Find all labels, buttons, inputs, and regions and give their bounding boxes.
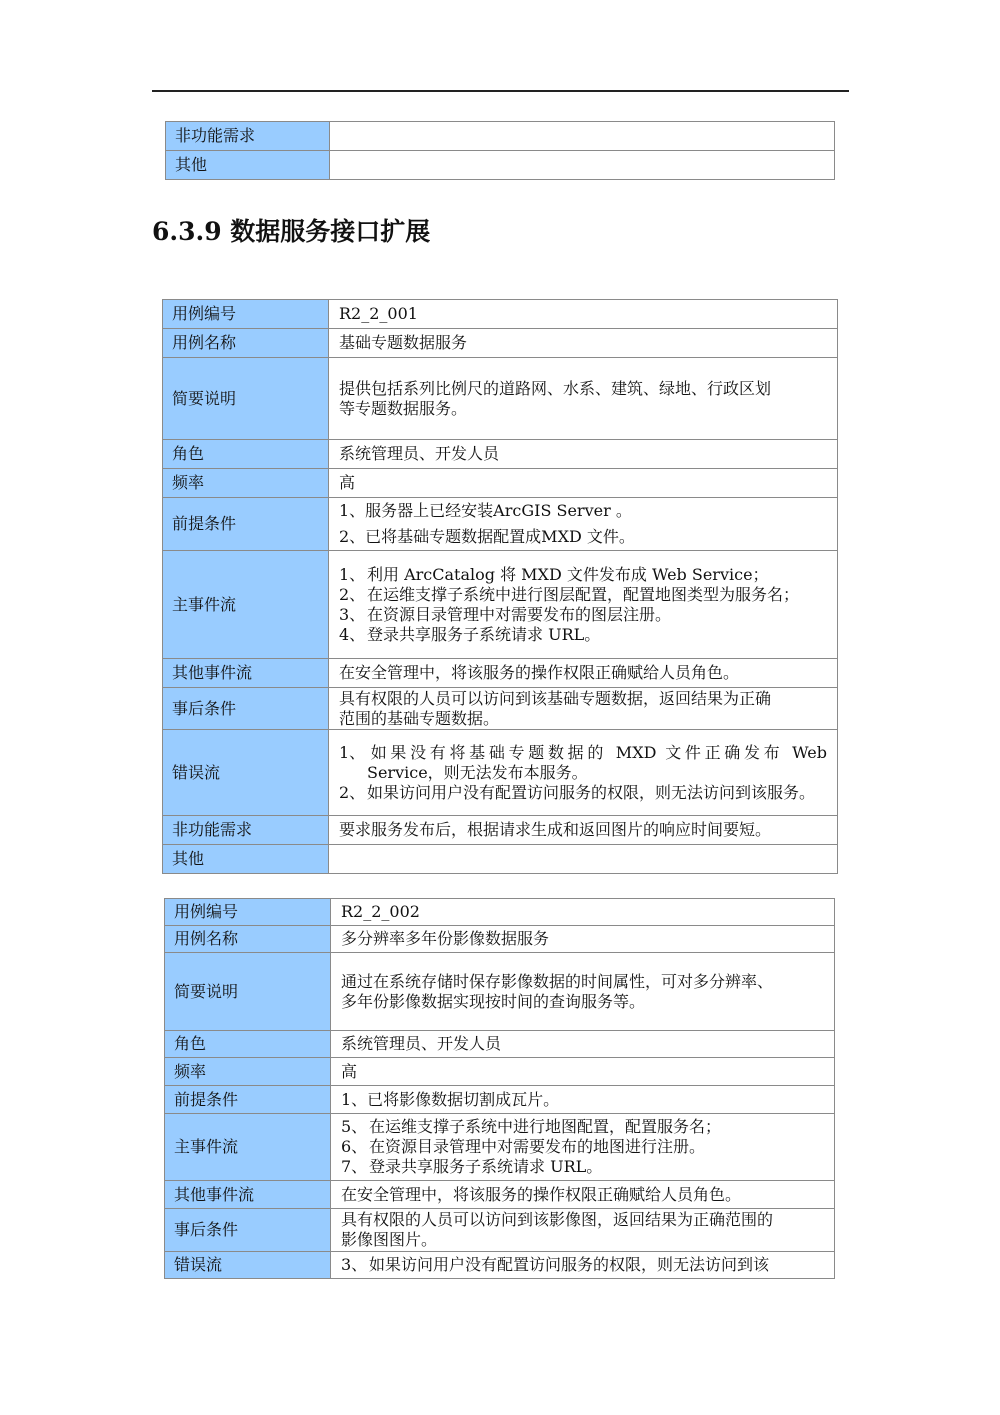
desc-line: 等专题数据服务。 — [339, 398, 468, 418]
table-row — [163, 551, 838, 659]
pre-label: 前提条件 — [165, 1086, 331, 1114]
role-value: 系统管理员、开发人员 — [329, 440, 838, 469]
freq-value: 高 — [331, 1058, 835, 1086]
pre-label: 前提条件 — [163, 498, 329, 551]
post-line: 范围的基础专题数据。 — [339, 708, 500, 728]
freq-label: 频率 — [163, 469, 329, 498]
post-value — [329, 688, 838, 730]
post-line: 具有权限的人员可以访问到该影像图，返回结果为正确范围的 — [341, 1210, 774, 1229]
table-row — [165, 1031, 835, 1058]
post-label: 事后条件 — [163, 688, 329, 730]
list-item: 6、 在资源目录管理中对需要发布的地图进行注册。 — [341, 1137, 706, 1156]
pre-line: 2、已将基础专题数据配置成MXD 文件。 — [339, 527, 635, 546]
table-row — [165, 1252, 835, 1279]
list-item: 7、 登录共享服务子系统请求 URL。 — [341, 1157, 603, 1176]
role-label: 角色 — [165, 1031, 331, 1058]
list-item: 5、 在运维支撑子系统中进行地图配置，配置服务名； — [341, 1117, 722, 1136]
table-row — [163, 498, 838, 551]
error-flow-value — [331, 1252, 835, 1279]
table-row — [165, 953, 835, 1031]
list-item: 2、 在运维支撑子系统中进行图层配置，配置地图类型为服务名； — [339, 584, 800, 604]
main-flow-label: 主事件流 — [165, 1114, 331, 1181]
table-row — [163, 358, 838, 440]
table-row — [163, 730, 838, 816]
table-row — [163, 816, 838, 845]
id-value: R2_2_001 — [329, 300, 838, 329]
other-value — [329, 845, 838, 874]
desc-value — [329, 358, 838, 440]
id-label: 用例编号 — [163, 300, 329, 329]
section-heading: 6.3.9 数据服务接口扩展 — [152, 217, 431, 246]
list-item: 1、 如果没有将基础专题数据的 MXD 文件正确发布 Web Service，则无法发布本服务。 — [339, 742, 827, 782]
error-flow-label: 错误流 — [165, 1252, 331, 1279]
nonfunc-label: 非功能需求 — [163, 816, 329, 845]
table-row — [165, 926, 835, 953]
pre-value: 1、已将影像数据切割成瓦片。 — [331, 1086, 835, 1114]
freq-label: 频率 — [165, 1058, 331, 1086]
name-value: 多分辨率多年份影像数据服务 — [331, 926, 835, 953]
main-flow-value — [329, 551, 838, 659]
id-value: R2_2_002 — [331, 899, 835, 926]
desc-line: 通过在系统存储时保存影像数据的时间属性，可对多分辨率、 — [341, 971, 774, 991]
name-label: 用例名称 — [165, 926, 331, 953]
pre-line: 1、服务器上已经安装ArcGIS Server 。 — [339, 501, 632, 520]
pre-value — [329, 498, 838, 551]
table-row — [165, 1209, 835, 1252]
table-row — [165, 1058, 835, 1086]
table-row — [166, 151, 835, 180]
row-value — [330, 122, 835, 151]
table-row — [163, 845, 838, 874]
desc-label: 简要说明 — [165, 953, 331, 1031]
name-value: 基础专题数据服务 — [329, 329, 838, 358]
list-item: 3、 在资源目录管理中对需要发布的图层注册。 — [339, 604, 672, 624]
other-flow-label: 其他事件流 — [163, 659, 329, 688]
table-row — [165, 1086, 835, 1114]
table-row — [166, 122, 835, 151]
list-item: 2、 如果访问用户没有配置访问服务的权限，则无法访问到该服务。 — [339, 782, 816, 802]
row-value — [330, 151, 835, 180]
role-value: 系统管理员、开发人员 — [331, 1031, 835, 1058]
id-label: 用例编号 — [165, 899, 331, 926]
post-line: 影像图图片。 — [341, 1230, 438, 1249]
freq-value: 高 — [329, 469, 838, 498]
desc-label: 简要说明 — [163, 358, 329, 440]
post-line: 具有权限的人员可以访问到该基础专题数据，返回结果为正确 — [339, 688, 772, 708]
row-label: 非功能需求 — [166, 122, 330, 151]
header-rule — [152, 90, 849, 92]
table-row — [163, 300, 838, 329]
table-row — [165, 1181, 835, 1209]
table-row — [163, 329, 838, 358]
error-flow-label: 错误流 — [163, 730, 329, 816]
table-row — [163, 440, 838, 469]
list-item: 4、 登录共享服务子系统请求 URL。 — [339, 624, 601, 644]
list-item: 1、 利用 ArcCatalog 将 MXD 文件发布成 Web Service； — [339, 564, 769, 584]
use-case-table-2 — [164, 898, 835, 1279]
top-table — [165, 121, 835, 180]
table-row — [163, 469, 838, 498]
error-flow-value — [329, 730, 838, 816]
nonfunc-value: 要求服务发布后，根据请求生成和返回图片的响应时间要短。 — [329, 816, 838, 845]
row-label: 其他 — [166, 151, 330, 180]
use-case-table-1 — [162, 299, 838, 874]
post-label: 事后条件 — [165, 1209, 331, 1252]
desc-line: 提供包括系列比例尺的道路网、水系、建筑、绿地、行政区划 — [339, 378, 772, 398]
table-row — [163, 659, 838, 688]
name-label: 用例名称 — [163, 329, 329, 358]
list-item: 3、 如果访问用户没有配置访问服务的权限，则无法访问到该 — [341, 1255, 770, 1274]
table-row — [165, 1114, 835, 1181]
desc-line: 多年份影像数据实现按时间的查询服务等。 — [341, 991, 646, 1011]
other-flow-value: 在安全管理中，将该服务的操作权限正确赋给人员角色。 — [329, 659, 838, 688]
main-flow-value — [331, 1114, 835, 1181]
main-flow-label: 主事件流 — [163, 551, 329, 659]
table-row — [165, 899, 835, 926]
desc-value — [331, 953, 835, 1031]
other-label: 其他 — [163, 845, 329, 874]
post-value — [331, 1209, 835, 1252]
other-flow-value: 在安全管理中，将该服务的操作权限正确赋给人员角色。 — [331, 1181, 835, 1209]
table-row — [163, 688, 838, 730]
role-label: 角色 — [163, 440, 329, 469]
other-flow-label: 其他事件流 — [165, 1181, 331, 1209]
